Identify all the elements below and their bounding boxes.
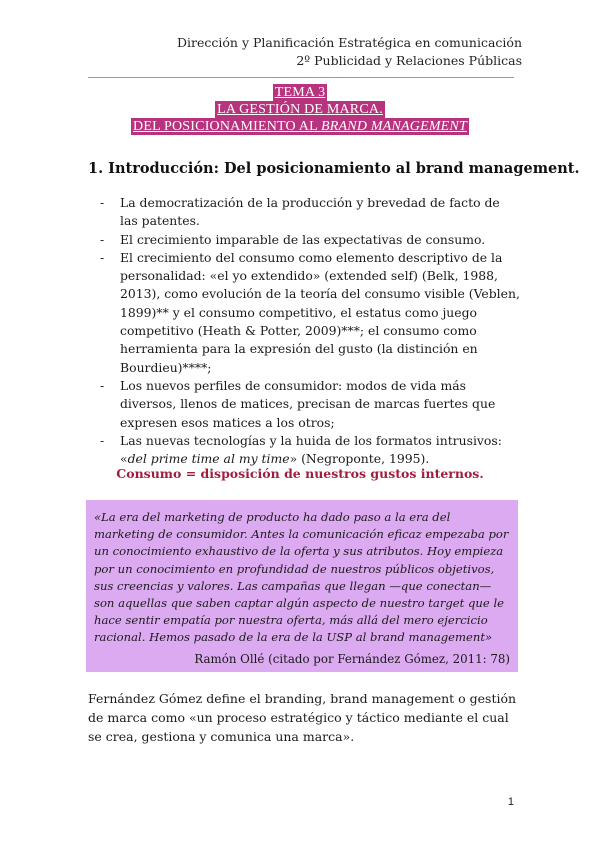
section-heading: 1. Introducción: Del posicionamiento al brand management. [88,160,580,177]
running-header [177,34,522,70]
title-line-3-italic: BRAND MANAGEMENT [321,119,467,134]
bullet-text: El crecimiento del consumo como elemento descriptivo de la personalidad: «el yo extendido» (extended self) (Belk, 1988, 2013), como evolución de la teoría del consumo visible (Veblen, 1899)** y el consumo competitivo, el estatus como juego competitivo (Heath & Potter, 2009)***; el consumo como herramienta para la expresión del gusto (la distinción en Bourdieu)****; [120,249,520,375]
title-line-3 [131,118,469,135]
bullet-text: Los nuevos perfiles de consumidor: modos de vida más diversos, llenos de matices, precisan de marcas fuertes que expresen esos matices a los otros; [120,377,496,430]
list-item [100,249,520,377]
bullet-text: El crecimiento imparable de las expectativas de consumo. [120,231,486,247]
header-course-title: Dirección y Planificación Estratégica en comunicación [177,35,522,50]
closing-paragraph: Fernández Gómez define el branding, brand management o gestión de marca como «un proceso estratégico y táctico mediante el cual se crea, gestiona y comunica una marca». [88,691,517,744]
list-item [100,194,520,231]
bullet-text-italic: del prime time al my time [127,451,290,467]
bullet-dash: - [100,249,105,265]
bullet-dash: - [100,432,105,448]
header-divider [88,77,514,78]
quote-text: «La era del marketing de producto ha dado paso a la era del marketing de consumidor. Antes la comunicación eficaz empezaba por un conocimiento exhaustivo de la oferta y sus atributos. Hoy empieza por un conocimiento en profundidad de nuestros públicos objetivos, sus creencias y valores. Las campañas que llegan —que conectan— son aquellas que saben captar algún aspecto de nuestro target que le hace sentir empatía por nuestra oferta, más allá del mero ejercicio racional. Hemos pasado de la era de la USP al brand management» [94,510,509,645]
bullet-list [100,194,520,468]
quote-attribution: Ramón Ollé (citado por Fernández Gómez, 2011: 78) [194,652,510,666]
list-item [100,377,520,432]
list-item [100,231,520,249]
title-line-1: TEMA 3 [274,85,326,100]
page-number: 1 [507,796,514,808]
highlight-statement: Consumo = disposición de nuestros gustos internos. [116,466,484,481]
title-line-3-prefix: DEL POSICIONAMIENTO AL [133,119,322,134]
bullet-text-suffix: » (Negroponte, 1995). [289,451,430,467]
title-line-2: LA GESTIÓN DE MARCA. [217,102,383,117]
quote-box [86,500,518,672]
chapter-title [0,84,600,135]
bullet-text [120,433,502,466]
bullet-text: La democratización de la producción y brevedad de facto de las patentes. [120,195,500,229]
bullet-text-prefix: Las nuevas tecnologías y la huida de los formatos intrusivos: « [120,432,502,467]
bullet-dash: - [100,195,105,210]
bullet-dash: - [100,377,105,393]
list-item [100,432,520,469]
header-degree: 2º Publicidad y Relaciones Públicas [296,53,522,68]
bullet-dash: - [100,231,105,247]
